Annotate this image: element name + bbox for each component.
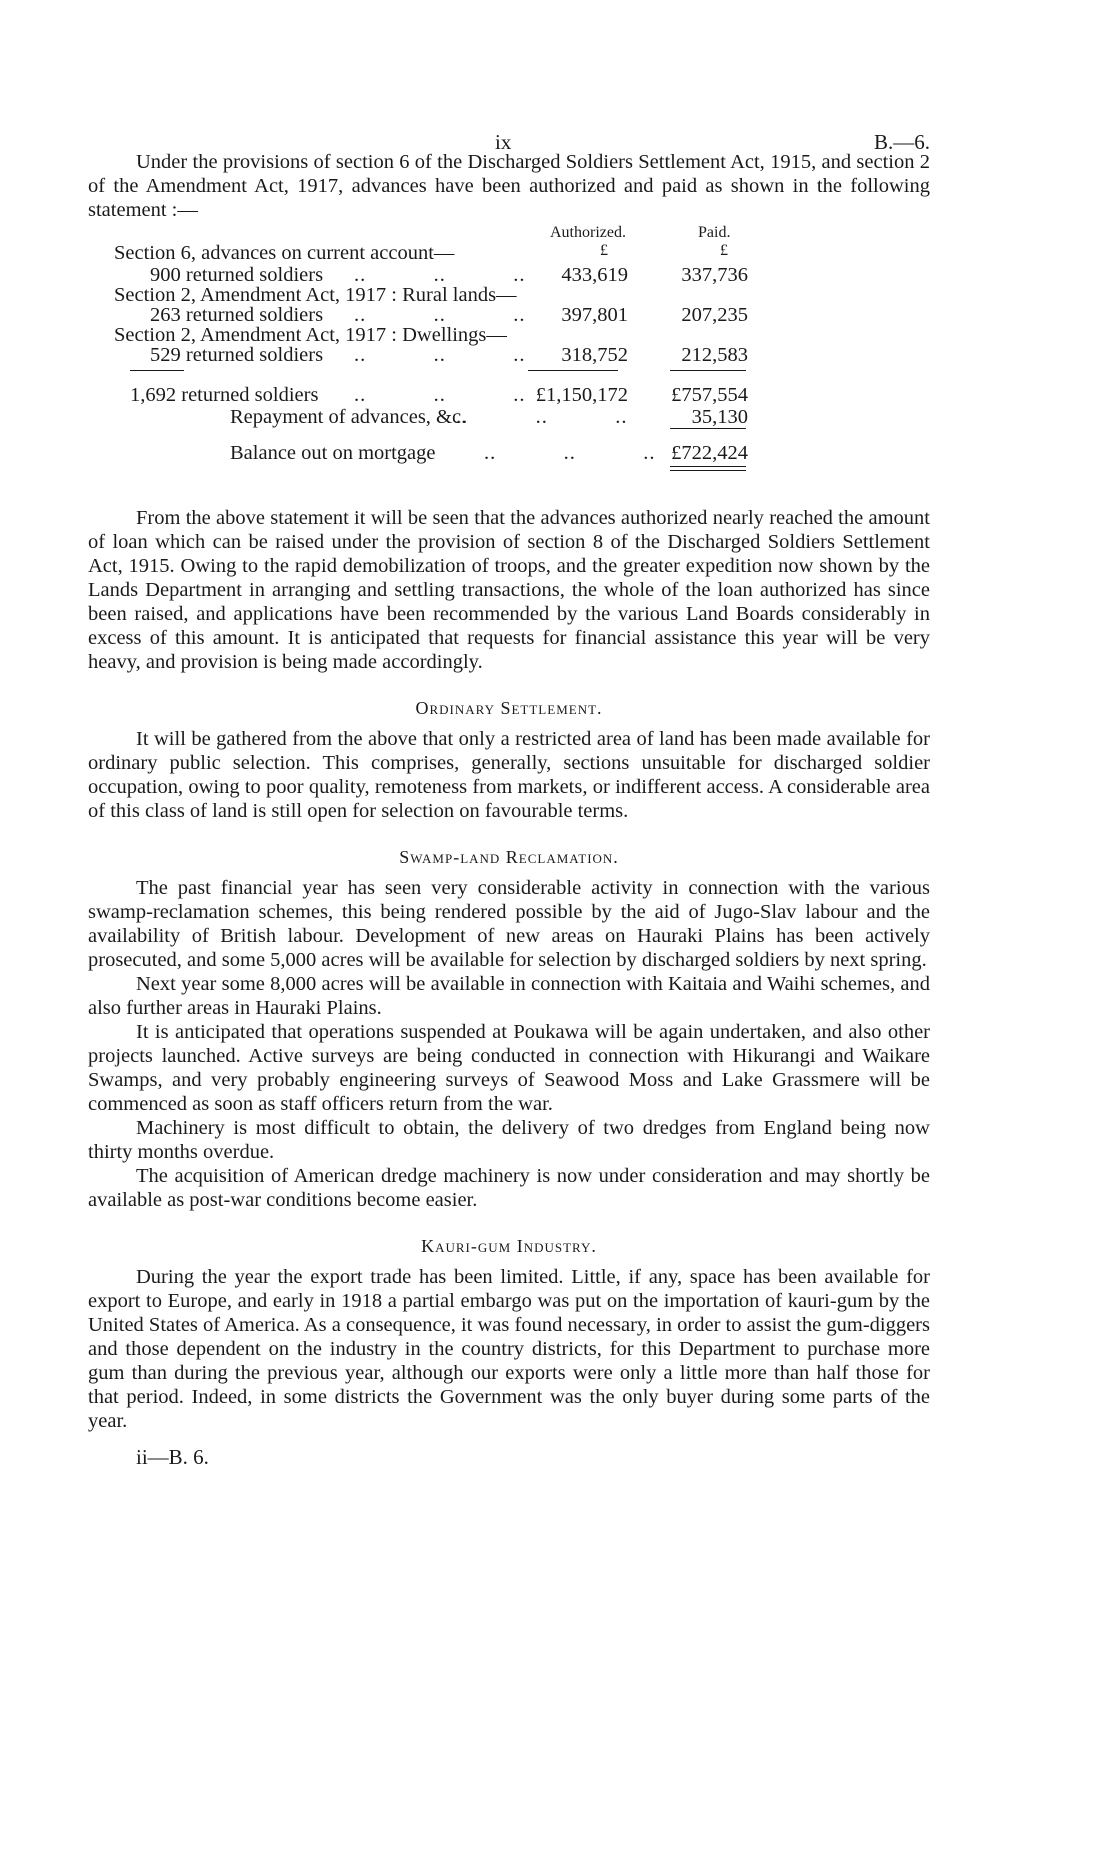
total-paid: £757,554	[671, 384, 748, 406]
statement-total-row	[88, 384, 930, 408]
paid-value: 207,235	[681, 304, 748, 326]
total-authorized: £1,150,172	[535, 384, 628, 406]
report-reference: B.—6.	[873, 130, 930, 154]
statement-repayment-row	[88, 406, 930, 430]
statement-heading-row	[88, 242, 930, 266]
page-number: ix	[495, 130, 512, 154]
authorized-value: 433,619	[561, 264, 628, 286]
leader-dots: .. .. ..	[456, 406, 628, 428]
double-rule	[670, 470, 746, 471]
double-rule	[670, 466, 746, 467]
leader-dots: .. .. ..	[354, 344, 526, 366]
leader-dots: .. .. ..	[354, 304, 526, 326]
section-paragraph: Next year some 8,000 acres will be available in connection with Kaitaia and Waihi schemes, and also further areas in Hauraki Plains.	[88, 973, 930, 1019]
balance-paid: £722,424	[671, 442, 748, 464]
section-heading: Section 2, Amendment Act, 1917 : Rural lands—	[114, 284, 517, 306]
document-page	[88, 0, 930, 1470]
section-paragraph: Machinery is most difficult to obtain, the delivery of two dredges from England being now thirty months overdue.	[88, 1117, 930, 1163]
balance-label: Balance out on mortgage	[230, 442, 436, 464]
footer-reference: ii—B. 6.	[136, 1445, 209, 1469]
statement-commentary: From the above statement it will be seen that the advances authorized nearly reached the amount of loan which can be raised under the provision of section 8 of the Discharged Soldiers Settlement Act, 1915. Owing to the rapid demobilization of troops, and the greater expedition now shown by the Lands Department in arranging and settling transactions, the whole of the loan authorized has since been raised, and applications have been recommended by the various Land Boards considerably in excess of this amount. It is anticipated that requests for financial assistance this year will be very heavy, and provision is being made accordingly.	[88, 507, 930, 673]
section-heading-kauri-gum: Kauri-gum Industry.	[421, 1236, 597, 1256]
section-paragraph: It will be gathered from the above that only a restricted area of land has been made available for ordinary public selection. This comprises, generally, sections unsuitable for discharged soldier occupation, owing to poor quality, remoteness from markets, or indifferent access. A considerable area of this class of land is still open for selection on favourable terms.	[88, 728, 930, 822]
section-heading-ordinary-settlement: Ordinary Settlement.	[415, 698, 603, 718]
paid-value: 337,736	[681, 264, 748, 286]
section-paragraph: The acquisition of American dredge machinery is now under consideration and may shortly be available as post-war conditions become easier.	[88, 1165, 930, 1211]
section-paragraph: It is anticipated that operations suspended at Poukawa will be again undertaken, and also other projects launched. Active surveys are being conducted in connection with Hikurangi and Waikare Swamps, and very probably engineering surveys of Seawood Moss and Lake Grassmere will be commenced as soon as staff officers return from the war.	[88, 1021, 930, 1115]
section-heading: Section 6, advances on current account—	[114, 242, 455, 264]
leader-dots: .. .. ..	[484, 442, 656, 464]
divider-rule	[670, 428, 746, 429]
leader-dots: .. .. ..	[354, 264, 526, 286]
divider-rule	[670, 370, 746, 371]
divider-rule	[528, 370, 618, 371]
statement-data-row	[88, 344, 930, 368]
section-paragraph: The past financial year has seen very considerable activity in connection with the various swamp-reclamation schemes, this being rendered possible by the aid of Jugo-Slav labour and the availability of British labour. Development of new areas on Hauraki Plains has been actively prosecuted, and some 5,000 acres will be available for selection by discharged soldiers by next spring.	[88, 877, 930, 971]
repayment-label: Repayment of advances, &c.	[230, 406, 467, 428]
divider-rule	[130, 370, 184, 371]
section-paragraph: During the year the export trade has been limited. Little, if any, space has been available for export to Europe, and early in 1918 a partial embargo was put on the importation of kauri-gum by the United States of America. As a consequence, it was found necessary, in order to assist the gum-diggers and those dependent on the industry in the country districts, for this Department to purchase more gum than during the previous year, although our exports were only a little more than half those for that period. Indeed, in some districts the Government was the only buyer during some parts of the year.	[88, 1266, 930, 1432]
authorized-value: 318,752	[561, 344, 628, 366]
statement-balance-row	[88, 442, 930, 466]
authorized-column-header: Authorized.	[550, 224, 626, 241]
page-header	[88, 0, 930, 154]
total-label: 1,692 returned soldiers	[130, 384, 319, 406]
section-heading-swamp-land: Swamp-land Reclamation.	[399, 847, 619, 867]
repayment-paid: 35,130	[691, 406, 748, 428]
advances-statement	[88, 222, 930, 506]
authorized-unit: £	[600, 242, 608, 259]
paid-unit: £	[720, 242, 728, 259]
section-heading: Section 2, Amendment Act, 1917 : Dwellings—	[114, 324, 507, 346]
leader-dots: .. .. ..	[354, 384, 526, 406]
intro-paragraph: Under the provisions of section 6 of the Discharged Soldiers Settlement Act, 1915, and section 2 of the Amendment Act, 1917, advances have been authorized and paid as shown in the following statement :—	[88, 151, 930, 221]
paid-column-header: Paid.	[698, 224, 731, 241]
authorized-value: 397,801	[561, 304, 628, 326]
row-label: 900 returned soldiers	[150, 264, 324, 286]
paid-value: 212,583	[681, 344, 748, 366]
row-label: 263 returned soldiers	[150, 304, 324, 326]
row-label: 529 returned soldiers	[150, 344, 324, 366]
